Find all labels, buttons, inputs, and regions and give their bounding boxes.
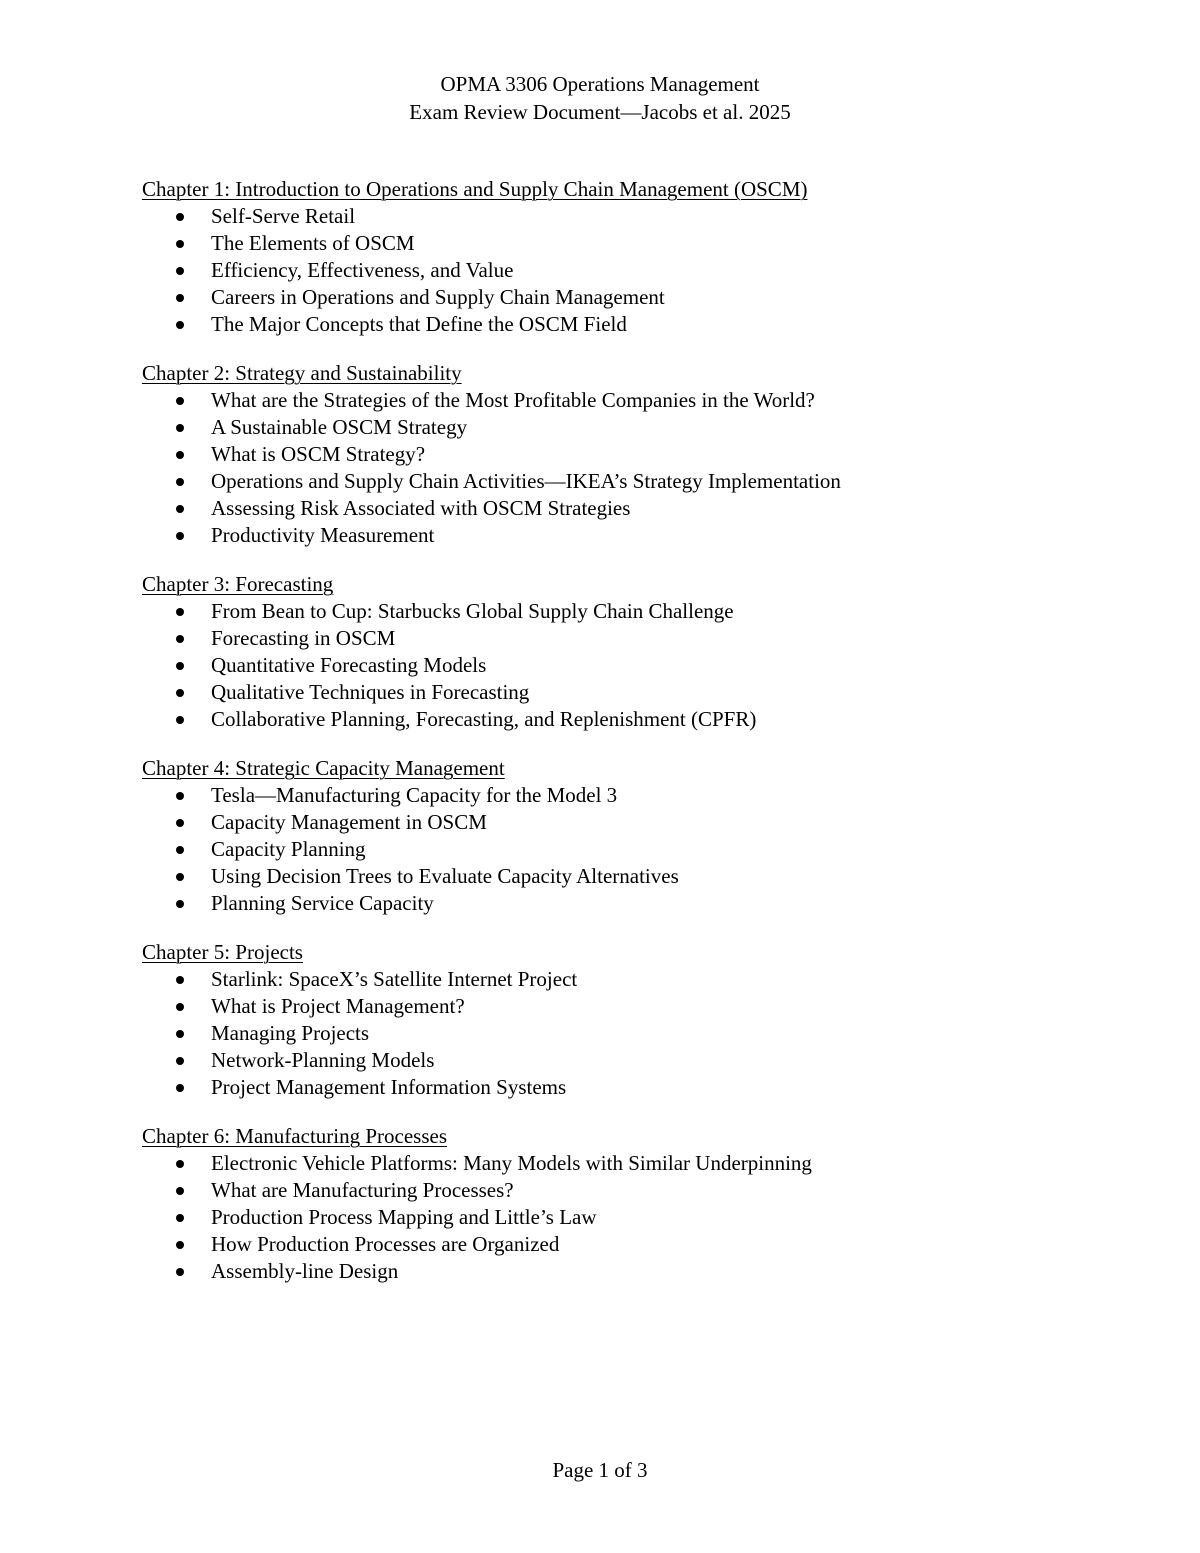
bullet-icon <box>176 240 184 248</box>
topic-text: Tesla—Manufacturing Capacity for the Model 3 <box>211 783 618 807</box>
topic-text: Careers in Operations and Supply Chain Management <box>211 285 665 309</box>
bullet-icon <box>176 819 184 827</box>
topic-text: Assessing Risk Associated with OSCM Strategies <box>211 496 631 520</box>
topic-text: Planning Service Capacity <box>211 891 434 915</box>
list-item <box>142 863 1142 890</box>
chapter-title: Chapter 1: Introduction to Operations and Supply Chain Management (OSCM) <box>142 177 808 201</box>
bullet-icon <box>176 1214 184 1222</box>
list-item <box>142 782 1142 809</box>
topic-text: Electronic Vehicle Platforms: Many Models with Similar Underpinning <box>211 1151 812 1175</box>
chapter-title: Chapter 5: Projects <box>142 940 303 964</box>
list-item <box>142 679 1142 706</box>
bullet-icon <box>176 1003 184 1011</box>
bullet-icon <box>176 294 184 302</box>
list-item <box>142 203 1142 230</box>
list-item <box>142 809 1142 836</box>
topic-list <box>142 598 1142 733</box>
topic-text: Capacity Planning <box>211 837 366 861</box>
chapter-title: Chapter 2: Strategy and Sustainability <box>142 361 462 385</box>
bullet-icon <box>176 451 184 459</box>
chapter-3 <box>142 571 1142 733</box>
topic-text: Production Process Mapping and Little’s Law <box>211 1205 597 1229</box>
topic-list <box>142 203 1142 338</box>
topic-text: What is OSCM Strategy? <box>211 442 426 466</box>
list-item <box>142 1177 1142 1204</box>
bullet-icon <box>176 1187 184 1195</box>
chapter-6 <box>142 1123 1142 1285</box>
bullet-icon <box>176 1241 184 1249</box>
bullet-icon <box>176 716 184 724</box>
list-item <box>142 387 1142 414</box>
topic-text: Network-Planning Models <box>211 1048 435 1072</box>
chapter-title: Chapter 6: Manufacturing Processes <box>142 1124 448 1148</box>
list-item <box>142 598 1142 625</box>
list-item <box>142 441 1142 468</box>
course-title: OPMA 3306 Operations Management <box>440 72 760 96</box>
document-subtitle: Exam Review Document—Jacobs et al. 2025 <box>409 100 791 124</box>
list-item <box>142 1074 1142 1101</box>
bullet-icon <box>176 1084 184 1092</box>
list-item <box>142 311 1142 338</box>
document-header <box>0 70 1200 126</box>
topic-text: Project Management Information Systems <box>211 1075 567 1099</box>
chapter-2 <box>142 360 1142 549</box>
list-item <box>142 414 1142 441</box>
bullet-icon <box>176 976 184 984</box>
chapter-title: Chapter 3: Forecasting <box>142 572 334 596</box>
chapter-list <box>142 176 1142 1307</box>
topic-text: What are the Strategies of the Most Profitable Companies in the World? <box>211 388 815 412</box>
topic-text: Assembly-line Design <box>211 1259 399 1283</box>
list-item <box>142 966 1142 993</box>
bullet-icon <box>176 505 184 513</box>
topic-text: From Bean to Cup: Starbucks Global Supply Chain Challenge <box>211 599 734 623</box>
bullet-icon <box>176 900 184 908</box>
topic-text: What are Manufacturing Processes? <box>211 1178 514 1202</box>
topic-text: Using Decision Trees to Evaluate Capacity Alternatives <box>211 864 679 888</box>
topic-text: Quantitative Forecasting Models <box>211 653 487 677</box>
bullet-icon <box>176 689 184 697</box>
chapter-4 <box>142 755 1142 917</box>
list-item <box>142 1020 1142 1047</box>
list-item <box>142 1231 1142 1258</box>
bullet-icon <box>176 478 184 486</box>
bullet-icon <box>176 1057 184 1065</box>
bullet-icon <box>176 635 184 643</box>
topic-list <box>142 387 1142 549</box>
list-item <box>142 495 1142 522</box>
bullet-icon <box>176 1268 184 1276</box>
list-item <box>142 522 1142 549</box>
list-item <box>142 625 1142 652</box>
list-item <box>142 257 1142 284</box>
bullet-icon <box>176 213 184 221</box>
bullet-icon <box>176 532 184 540</box>
list-item <box>142 652 1142 679</box>
bullet-icon <box>176 424 184 432</box>
topic-text: What is Project Management? <box>211 994 465 1018</box>
chapter-5 <box>142 939 1142 1101</box>
topic-list <box>142 1150 1142 1285</box>
bullet-icon <box>176 846 184 854</box>
topic-text: Qualitative Techniques in Forecasting <box>211 680 530 704</box>
topic-text: The Major Concepts that Define the OSCM Field <box>211 312 627 336</box>
topic-text: Efficiency, Effectiveness, and Value <box>211 258 514 282</box>
topic-text: Forecasting in OSCM <box>211 626 396 650</box>
topic-text: The Elements of OSCM <box>211 231 415 255</box>
bullet-icon <box>176 267 184 275</box>
topic-list <box>142 966 1142 1101</box>
bullet-icon <box>176 662 184 670</box>
list-item <box>142 890 1142 917</box>
bullet-icon <box>176 1160 184 1168</box>
topic-list <box>142 782 1142 917</box>
topic-text: Capacity Management in OSCM <box>211 810 487 834</box>
bullet-icon <box>176 397 184 405</box>
topic-text: A Sustainable OSCM Strategy <box>211 415 468 439</box>
bullet-icon <box>176 608 184 616</box>
list-item <box>142 468 1142 495</box>
bullet-icon <box>176 873 184 881</box>
topic-text: Managing Projects <box>211 1021 370 1045</box>
list-item <box>142 1258 1142 1285</box>
page-number: Page 1 of 3 <box>552 1458 648 1482</box>
topic-text: Productivity Measurement <box>211 523 435 547</box>
topic-text: Collaborative Planning, Forecasting, and Replenishment (CPFR) <box>211 707 757 731</box>
topic-text: Self-Serve Retail <box>211 204 356 228</box>
chapter-1 <box>142 176 1142 338</box>
bullet-icon <box>176 321 184 329</box>
list-item <box>142 1047 1142 1074</box>
list-item <box>142 230 1142 257</box>
list-item <box>142 1150 1142 1177</box>
list-item <box>142 1204 1142 1231</box>
list-item <box>142 284 1142 311</box>
topic-text: How Production Processes are Organized <box>211 1232 560 1256</box>
list-item <box>142 993 1142 1020</box>
topic-text: Starlink: SpaceX’s Satellite Internet Project <box>211 967 578 991</box>
topic-text: Operations and Supply Chain Activities—IKEA’s Strategy Implementation <box>211 469 841 493</box>
list-item <box>142 706 1142 733</box>
bullet-icon <box>176 792 184 800</box>
list-item <box>142 836 1142 863</box>
bullet-icon <box>176 1030 184 1038</box>
chapter-title: Chapter 4: Strategic Capacity Management <box>142 756 505 780</box>
